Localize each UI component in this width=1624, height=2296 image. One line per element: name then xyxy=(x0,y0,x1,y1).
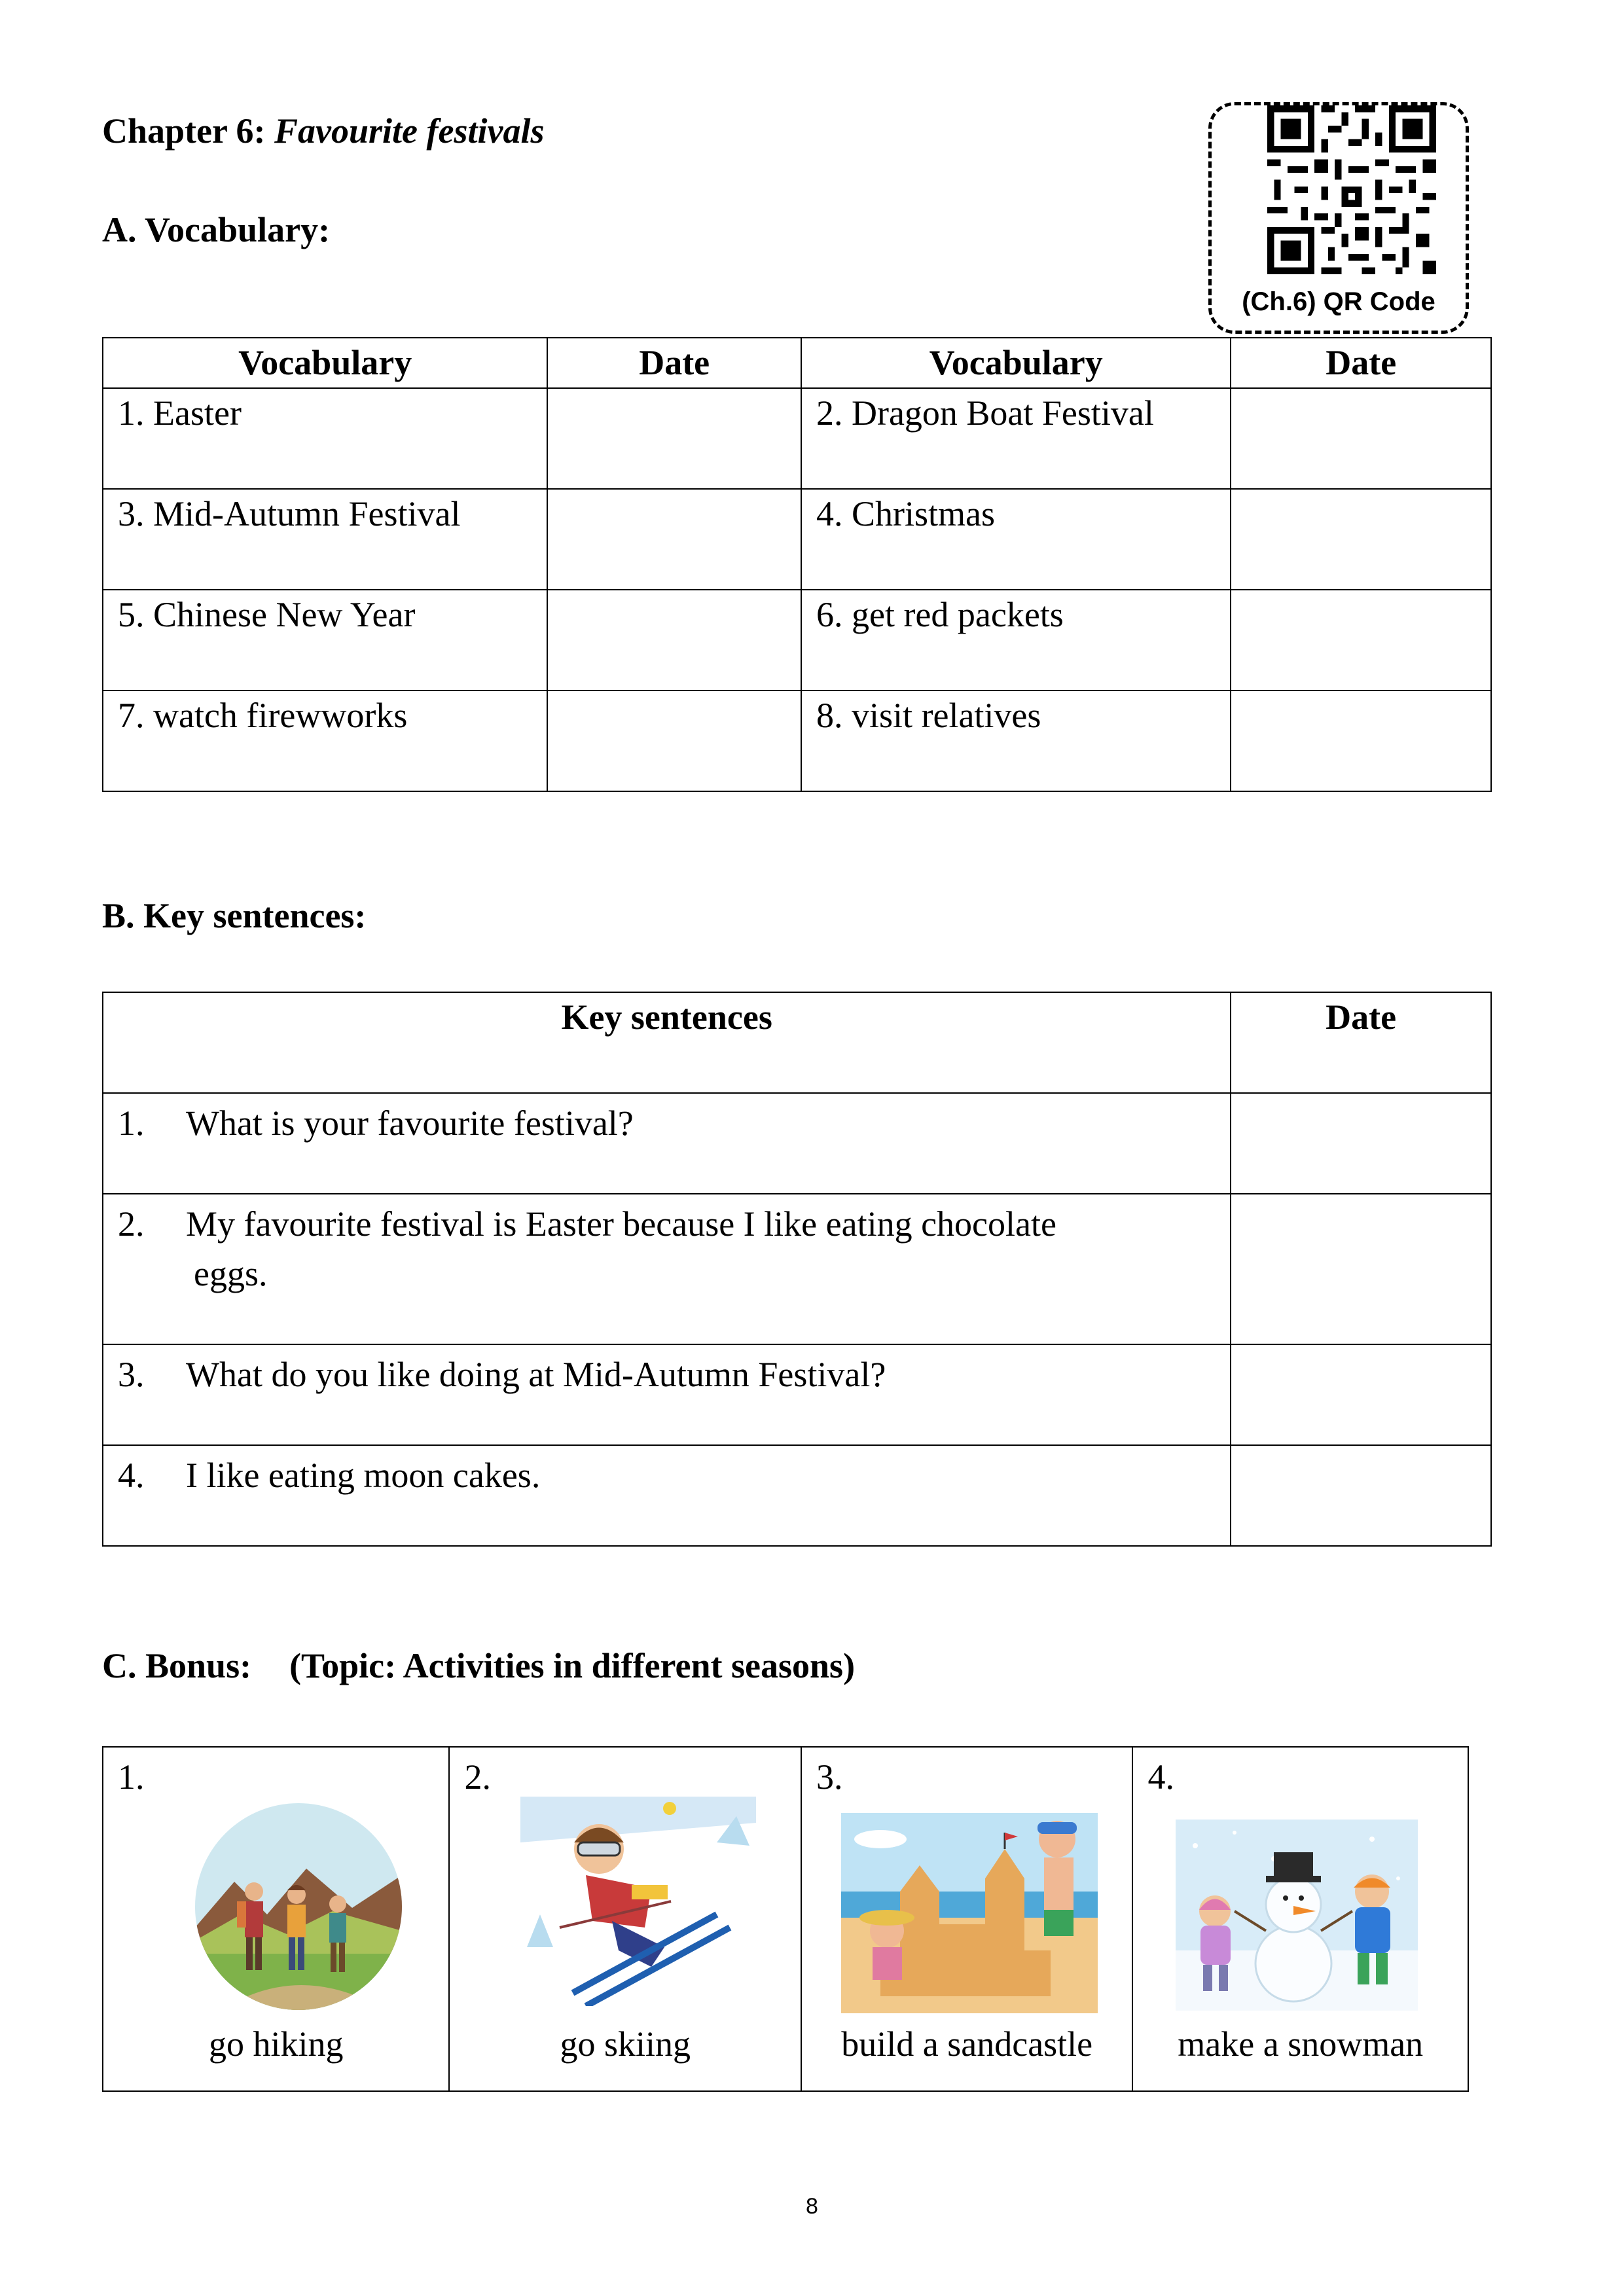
skiing-illustration-icon xyxy=(520,1797,756,2006)
qr-caption: (Ch.6) QR Code xyxy=(1242,287,1435,316)
table-row xyxy=(103,1445,1491,1546)
date-cell[interactable] xyxy=(1231,1194,1491,1344)
date-cell[interactable] xyxy=(1231,590,1491,691)
bonus-cell xyxy=(449,1747,801,2091)
vocabulary-cell: 2. Dragon Boat Festival xyxy=(801,388,1231,489)
qr-code-icon xyxy=(1267,105,1436,274)
table-row xyxy=(103,1093,1491,1194)
bonus-topic: (Topic: Activities in different seasons) xyxy=(289,1646,856,1685)
vocabulary-cell: 7. watch firewworks xyxy=(103,691,547,791)
date-cell[interactable] xyxy=(547,388,801,489)
column-header-date: Date xyxy=(1231,992,1491,1093)
sentence-cell xyxy=(103,1093,1231,1194)
sentence-number: 3. xyxy=(118,1355,145,1394)
column-header-date: Date xyxy=(547,338,801,388)
bonus-cell xyxy=(103,1747,449,2091)
activity-caption: build a sandcastle xyxy=(841,2024,1093,2064)
sentence-text: What do you like doing at Mid-Autumn Festival? xyxy=(186,1355,886,1394)
vocabulary-cell: 8. visit relatives xyxy=(801,691,1231,791)
date-cell[interactable] xyxy=(1231,691,1491,791)
date-cell[interactable] xyxy=(547,590,801,691)
page-number: 8 xyxy=(806,2194,818,2219)
activity-caption: make a snowman xyxy=(1178,2024,1424,2064)
activity-caption: go skiing xyxy=(560,2024,691,2064)
sentence-continuation: eggs. xyxy=(194,1253,268,1293)
table-row xyxy=(103,1747,1468,2091)
vocabulary-cell: 4. Christmas xyxy=(801,489,1231,590)
hiking-illustration-icon xyxy=(195,1803,402,2010)
date-cell[interactable] xyxy=(547,489,801,590)
bonus-cell xyxy=(801,1747,1133,2091)
item-number: 2. xyxy=(464,1757,491,1797)
vocabulary-cell: 6. get red packets xyxy=(801,590,1231,691)
activity-caption: go hiking xyxy=(208,2024,344,2064)
table-row xyxy=(103,590,1491,691)
section-b-heading: B. Key sentences: xyxy=(102,896,367,935)
table-row xyxy=(103,691,1491,791)
date-cell[interactable] xyxy=(1231,1445,1491,1546)
vocabulary-cell: 1. Easter xyxy=(103,388,547,489)
chapter-prefix: Chapter 6: xyxy=(102,111,266,151)
chapter-name: Favourite festivals xyxy=(274,111,545,151)
column-header-key-sentences: Key sentences xyxy=(103,992,1231,1093)
section-c-heading xyxy=(102,1648,855,1683)
sentence-cell xyxy=(103,1194,1231,1344)
vocabulary-table xyxy=(102,337,1492,792)
item-number: 1. xyxy=(118,1757,145,1797)
bonus-label: C. Bonus: xyxy=(102,1646,252,1685)
item-number: 4. xyxy=(1147,1757,1174,1797)
snowman-illustration-icon xyxy=(1176,1820,1418,2011)
table-header-row xyxy=(103,992,1491,1093)
sentence-number: 2. xyxy=(118,1204,145,1244)
column-header-vocabulary: Vocabulary xyxy=(103,338,547,388)
vocabulary-cell: 3. Mid-Autumn Festival xyxy=(103,489,547,590)
sentence-text: What is your favourite festival? xyxy=(186,1103,634,1143)
sentence-text: My favourite festival is Easter because I like eating chocolate xyxy=(186,1204,1056,1244)
bonus-table xyxy=(102,1746,1469,2092)
table-header-row xyxy=(103,338,1491,388)
table-row xyxy=(103,388,1491,489)
table-row xyxy=(103,1344,1491,1445)
date-cell[interactable] xyxy=(1231,489,1491,590)
table-row xyxy=(103,489,1491,590)
sentence-cell xyxy=(103,1344,1231,1445)
key-sentences-table xyxy=(102,992,1492,1547)
item-number: 3. xyxy=(816,1757,843,1797)
chapter-title xyxy=(102,113,544,149)
bonus-cell xyxy=(1132,1747,1468,2091)
date-cell[interactable] xyxy=(1231,388,1491,489)
column-header-date: Date xyxy=(1231,338,1491,388)
date-cell[interactable] xyxy=(1231,1344,1491,1445)
vocabulary-cell: 5. Chinese New Year xyxy=(103,590,547,691)
date-cell[interactable] xyxy=(1231,1093,1491,1194)
sentence-number: 4. xyxy=(118,1456,145,1495)
date-cell[interactable] xyxy=(547,691,801,791)
sandcastle-illustration-icon xyxy=(841,1813,1098,2013)
sentence-text: I like eating moon cakes. xyxy=(186,1456,541,1495)
table-row xyxy=(103,1194,1491,1344)
section-a-heading: A. Vocabulary: xyxy=(102,210,331,249)
column-header-vocabulary: Vocabulary xyxy=(801,338,1231,388)
qr-badge[interactable] xyxy=(1208,102,1469,334)
sentence-number: 1. xyxy=(118,1103,145,1143)
sentence-cell xyxy=(103,1445,1231,1546)
